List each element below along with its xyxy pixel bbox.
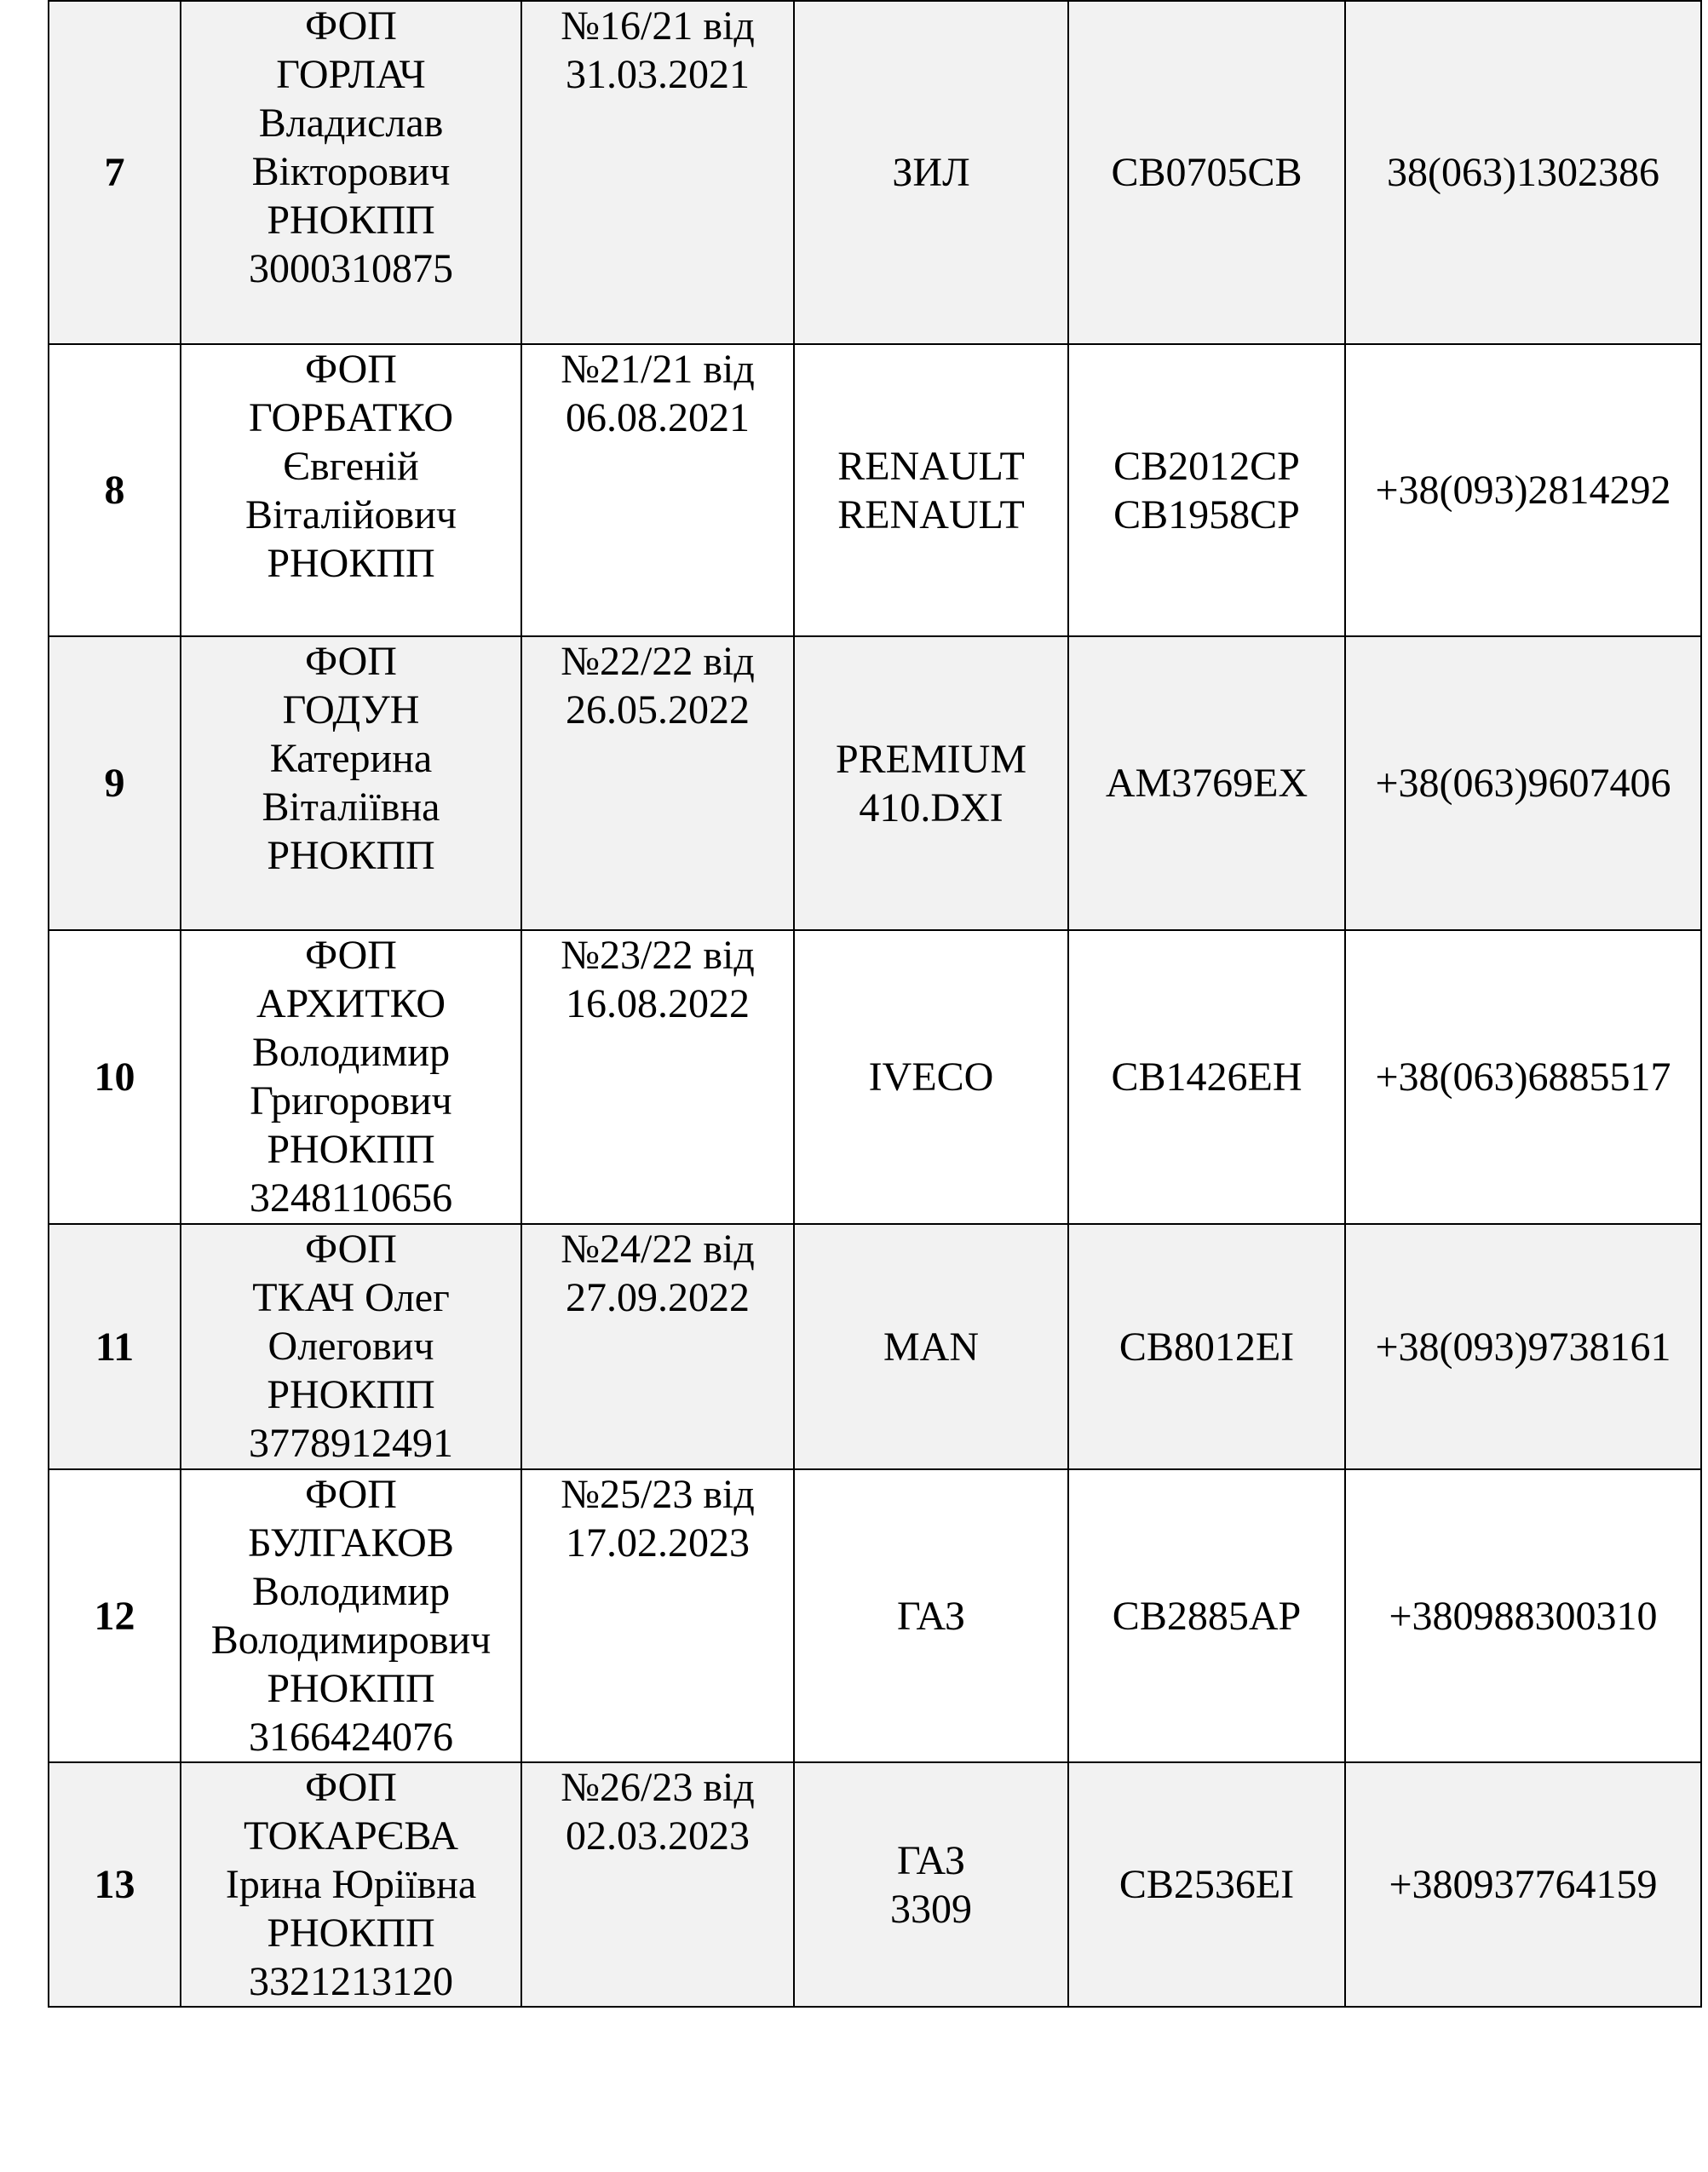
- plate-cell: [1068, 1224, 1345, 1469]
- entrepreneur-line: ГОРБАТКО: [248, 395, 454, 440]
- plate-line: СВ8012ЕІ: [1119, 1324, 1295, 1370]
- phone-number: +380937764159: [1389, 1862, 1658, 1907]
- vehicle-line: PREMIUM: [835, 736, 1027, 782]
- plate-line: АМ3769ЕХ: [1105, 761, 1308, 806]
- row-number-cell: [49, 1224, 181, 1469]
- row-number: 12: [94, 1593, 135, 1639]
- entrepreneur-line: Віталійович: [244, 492, 457, 537]
- entrepreneur-line: ФОП: [305, 1765, 397, 1810]
- table-row: [49, 344, 1701, 636]
- row-number: 10: [94, 1054, 135, 1100]
- vehicle-line: 3309: [890, 1886, 972, 1932]
- entrepreneur-line: АРХИТКО: [256, 981, 446, 1026]
- contract-line: 16.08.2022: [566, 981, 750, 1026]
- plate-line: СВ1426ЕН: [1111, 1054, 1303, 1100]
- entrepreneur-cell: [181, 1762, 521, 2007]
- phone-cell: [1345, 1, 1701, 344]
- vehicle-cell: [794, 344, 1068, 636]
- contract-line: 02.03.2023: [566, 1813, 750, 1859]
- phone-number: 38(063)1302386: [1387, 150, 1659, 195]
- entrepreneur-line: Григорович: [250, 1078, 452, 1123]
- entrepreneur-line: ТКАЧ Олег: [252, 1275, 450, 1320]
- contract-line: 26.05.2022: [566, 687, 750, 733]
- plate-line: СВ2012СР: [1113, 443, 1300, 489]
- entrepreneur-line: 3166424076: [249, 1715, 453, 1760]
- row-number-cell: [49, 344, 181, 636]
- entrepreneur-line: Ірина Юріївна: [225, 1862, 477, 1907]
- plate-line: СВ1958СР: [1113, 491, 1300, 537]
- entrepreneur-line: Віталіївна: [262, 784, 440, 830]
- contract-line: 06.08.2021: [566, 395, 750, 440]
- entrepreneur-line: 3321213120: [249, 1959, 453, 2004]
- entrepreneur-line: Олегович: [267, 1324, 434, 1369]
- entrepreneur-line: ФОП: [305, 1227, 397, 1272]
- plate-cell: [1068, 344, 1345, 636]
- entrepreneur-line: РНОКПП: [267, 1127, 435, 1172]
- contract-line: №23/22 від: [561, 933, 755, 978]
- vehicle-line: RENAULT: [837, 443, 1025, 489]
- row-number: 7: [104, 150, 125, 195]
- contract-line: №21/21 від: [561, 347, 755, 392]
- row-number: 11: [95, 1324, 135, 1370]
- contract-line: №22/22 від: [561, 639, 755, 684]
- phone-number: +38(093)2814292: [1375, 468, 1671, 513]
- phone-cell: [1345, 1762, 1701, 2007]
- entrepreneur-line: 3248110656: [249, 1175, 453, 1221]
- entrepreneur-line: ГОРЛАЧ: [276, 52, 426, 97]
- entrepreneur-line: ФОП: [305, 639, 397, 684]
- vehicle-line: ГАЗ: [896, 1593, 966, 1639]
- entrepreneur-line: РНОКПП: [267, 198, 435, 243]
- contract-cell: [521, 1, 794, 344]
- contract-line: 31.03.2021: [566, 52, 750, 97]
- entrepreneur-cell: [181, 930, 521, 1224]
- entrepreneur-line: РНОКПП: [267, 1911, 435, 1956]
- phone-number: +38(093)9738161: [1375, 1324, 1671, 1370]
- vehicle-line: IVECO: [868, 1054, 994, 1100]
- contract-cell: [521, 1224, 794, 1469]
- entrepreneur-line: 3778912491: [249, 1421, 453, 1466]
- phone-cell: [1345, 1469, 1701, 1762]
- entrepreneur-cell: [181, 1, 521, 344]
- row-number: 9: [104, 761, 125, 806]
- entrepreneur-line: ГОДУН: [282, 687, 420, 733]
- plate-cell: [1068, 636, 1345, 930]
- vehicle-cell: [794, 636, 1068, 930]
- plate-line: СВ2885АР: [1112, 1593, 1302, 1639]
- row-number-cell: [49, 1, 181, 344]
- plate-cell: [1068, 930, 1345, 1224]
- contract-cell: [521, 930, 794, 1224]
- entrepreneur-line: ТОКАРЄВА: [243, 1813, 459, 1859]
- contract-cell: [521, 636, 794, 930]
- vehicle-cell: [794, 1762, 1068, 2007]
- row-number-cell: [49, 636, 181, 930]
- table-row: [49, 1469, 1701, 1762]
- table-row: [49, 930, 1701, 1224]
- entrepreneur-line: Катерина: [269, 736, 433, 781]
- entrepreneur-cell: [181, 1224, 521, 1469]
- contract-cell: [521, 344, 794, 636]
- phone-cell: [1345, 1224, 1701, 1469]
- row-number-cell: [49, 1469, 181, 1762]
- phone-number: +38(063)6885517: [1375, 1054, 1671, 1100]
- vehicle-cell: [794, 1469, 1068, 1762]
- entrepreneur-line: Володимир: [251, 1569, 451, 1614]
- plate-line: СВ2536ЕІ: [1119, 1862, 1295, 1907]
- vehicle-line: ГАЗ: [896, 1837, 966, 1883]
- plate-cell: [1068, 1762, 1345, 2007]
- vehicle-line: RENAULT: [837, 491, 1025, 537]
- entrepreneur-line: ФОП: [305, 3, 397, 49]
- contract-line: №24/22 від: [561, 1227, 755, 1272]
- vehicle-line: ЗИЛ: [892, 150, 970, 195]
- row-number-cell: [49, 930, 181, 1224]
- vehicle-line: MAN: [883, 1324, 979, 1370]
- vehicle-cell: [794, 1224, 1068, 1469]
- phone-cell: [1345, 930, 1701, 1224]
- entrepreneur-line: РНОКПП: [267, 541, 435, 586]
- entrepreneur-line: Владислав: [258, 101, 444, 146]
- plate-line: СВ0705СВ: [1111, 150, 1303, 195]
- plate-cell: [1068, 1, 1345, 344]
- vehicle-line: 410.DXI: [859, 784, 1004, 830]
- entrepreneur-line: РНОКПП: [267, 1666, 435, 1711]
- vehicle-cell: [794, 1, 1068, 344]
- entrepreneur-line: ФОП: [305, 347, 397, 392]
- entrepreneur-line: ФОП: [305, 1472, 397, 1517]
- contract-line: №26/23 від: [561, 1765, 755, 1810]
- row-number: 13: [94, 1862, 135, 1907]
- phone-number: +38(063)9607406: [1375, 761, 1671, 806]
- phone-number: +380988300310: [1389, 1593, 1658, 1639]
- entrepreneur-line: РНОКПП: [267, 1372, 435, 1417]
- entrepreneur-line: 3000310875: [249, 246, 453, 291]
- entrepreneur-line: Володимир: [251, 1030, 451, 1075]
- plate-cell: [1068, 1469, 1345, 1762]
- registry-table-body: [49, 1, 1701, 2007]
- phone-cell: [1345, 636, 1701, 930]
- entrepreneur-line: РНОКПП: [267, 833, 435, 878]
- entrepreneur-cell: [181, 1469, 521, 1762]
- phone-cell: [1345, 344, 1701, 636]
- vehicle-cell: [794, 930, 1068, 1224]
- row-number: 8: [104, 468, 125, 513]
- contract-line: 17.02.2023: [566, 1520, 750, 1566]
- row-number-cell: [49, 1762, 181, 2007]
- entrepreneur-line: ФОП: [305, 933, 397, 978]
- table-row: [49, 1224, 1701, 1469]
- entrepreneur-line: Володимирович: [210, 1618, 492, 1663]
- table-row: [49, 1762, 1701, 2007]
- entrepreneur-line: Вікторович: [251, 149, 451, 194]
- entrepreneur-cell: [181, 344, 521, 636]
- contract-cell: [521, 1469, 794, 1762]
- contract-line: 27.09.2022: [566, 1275, 750, 1320]
- contract-cell: [521, 1762, 794, 2007]
- table-row: [49, 636, 1701, 930]
- entrepreneur-line: Євгеній: [283, 444, 419, 489]
- entrepreneur-line: БУЛГАКОВ: [248, 1520, 454, 1566]
- contract-line: №25/23 від: [561, 1472, 755, 1517]
- table-row: [49, 1, 1701, 344]
- registry-table: [48, 0, 1702, 2008]
- entrepreneur-cell: [181, 636, 521, 930]
- contract-line: №16/21 від: [561, 3, 755, 49]
